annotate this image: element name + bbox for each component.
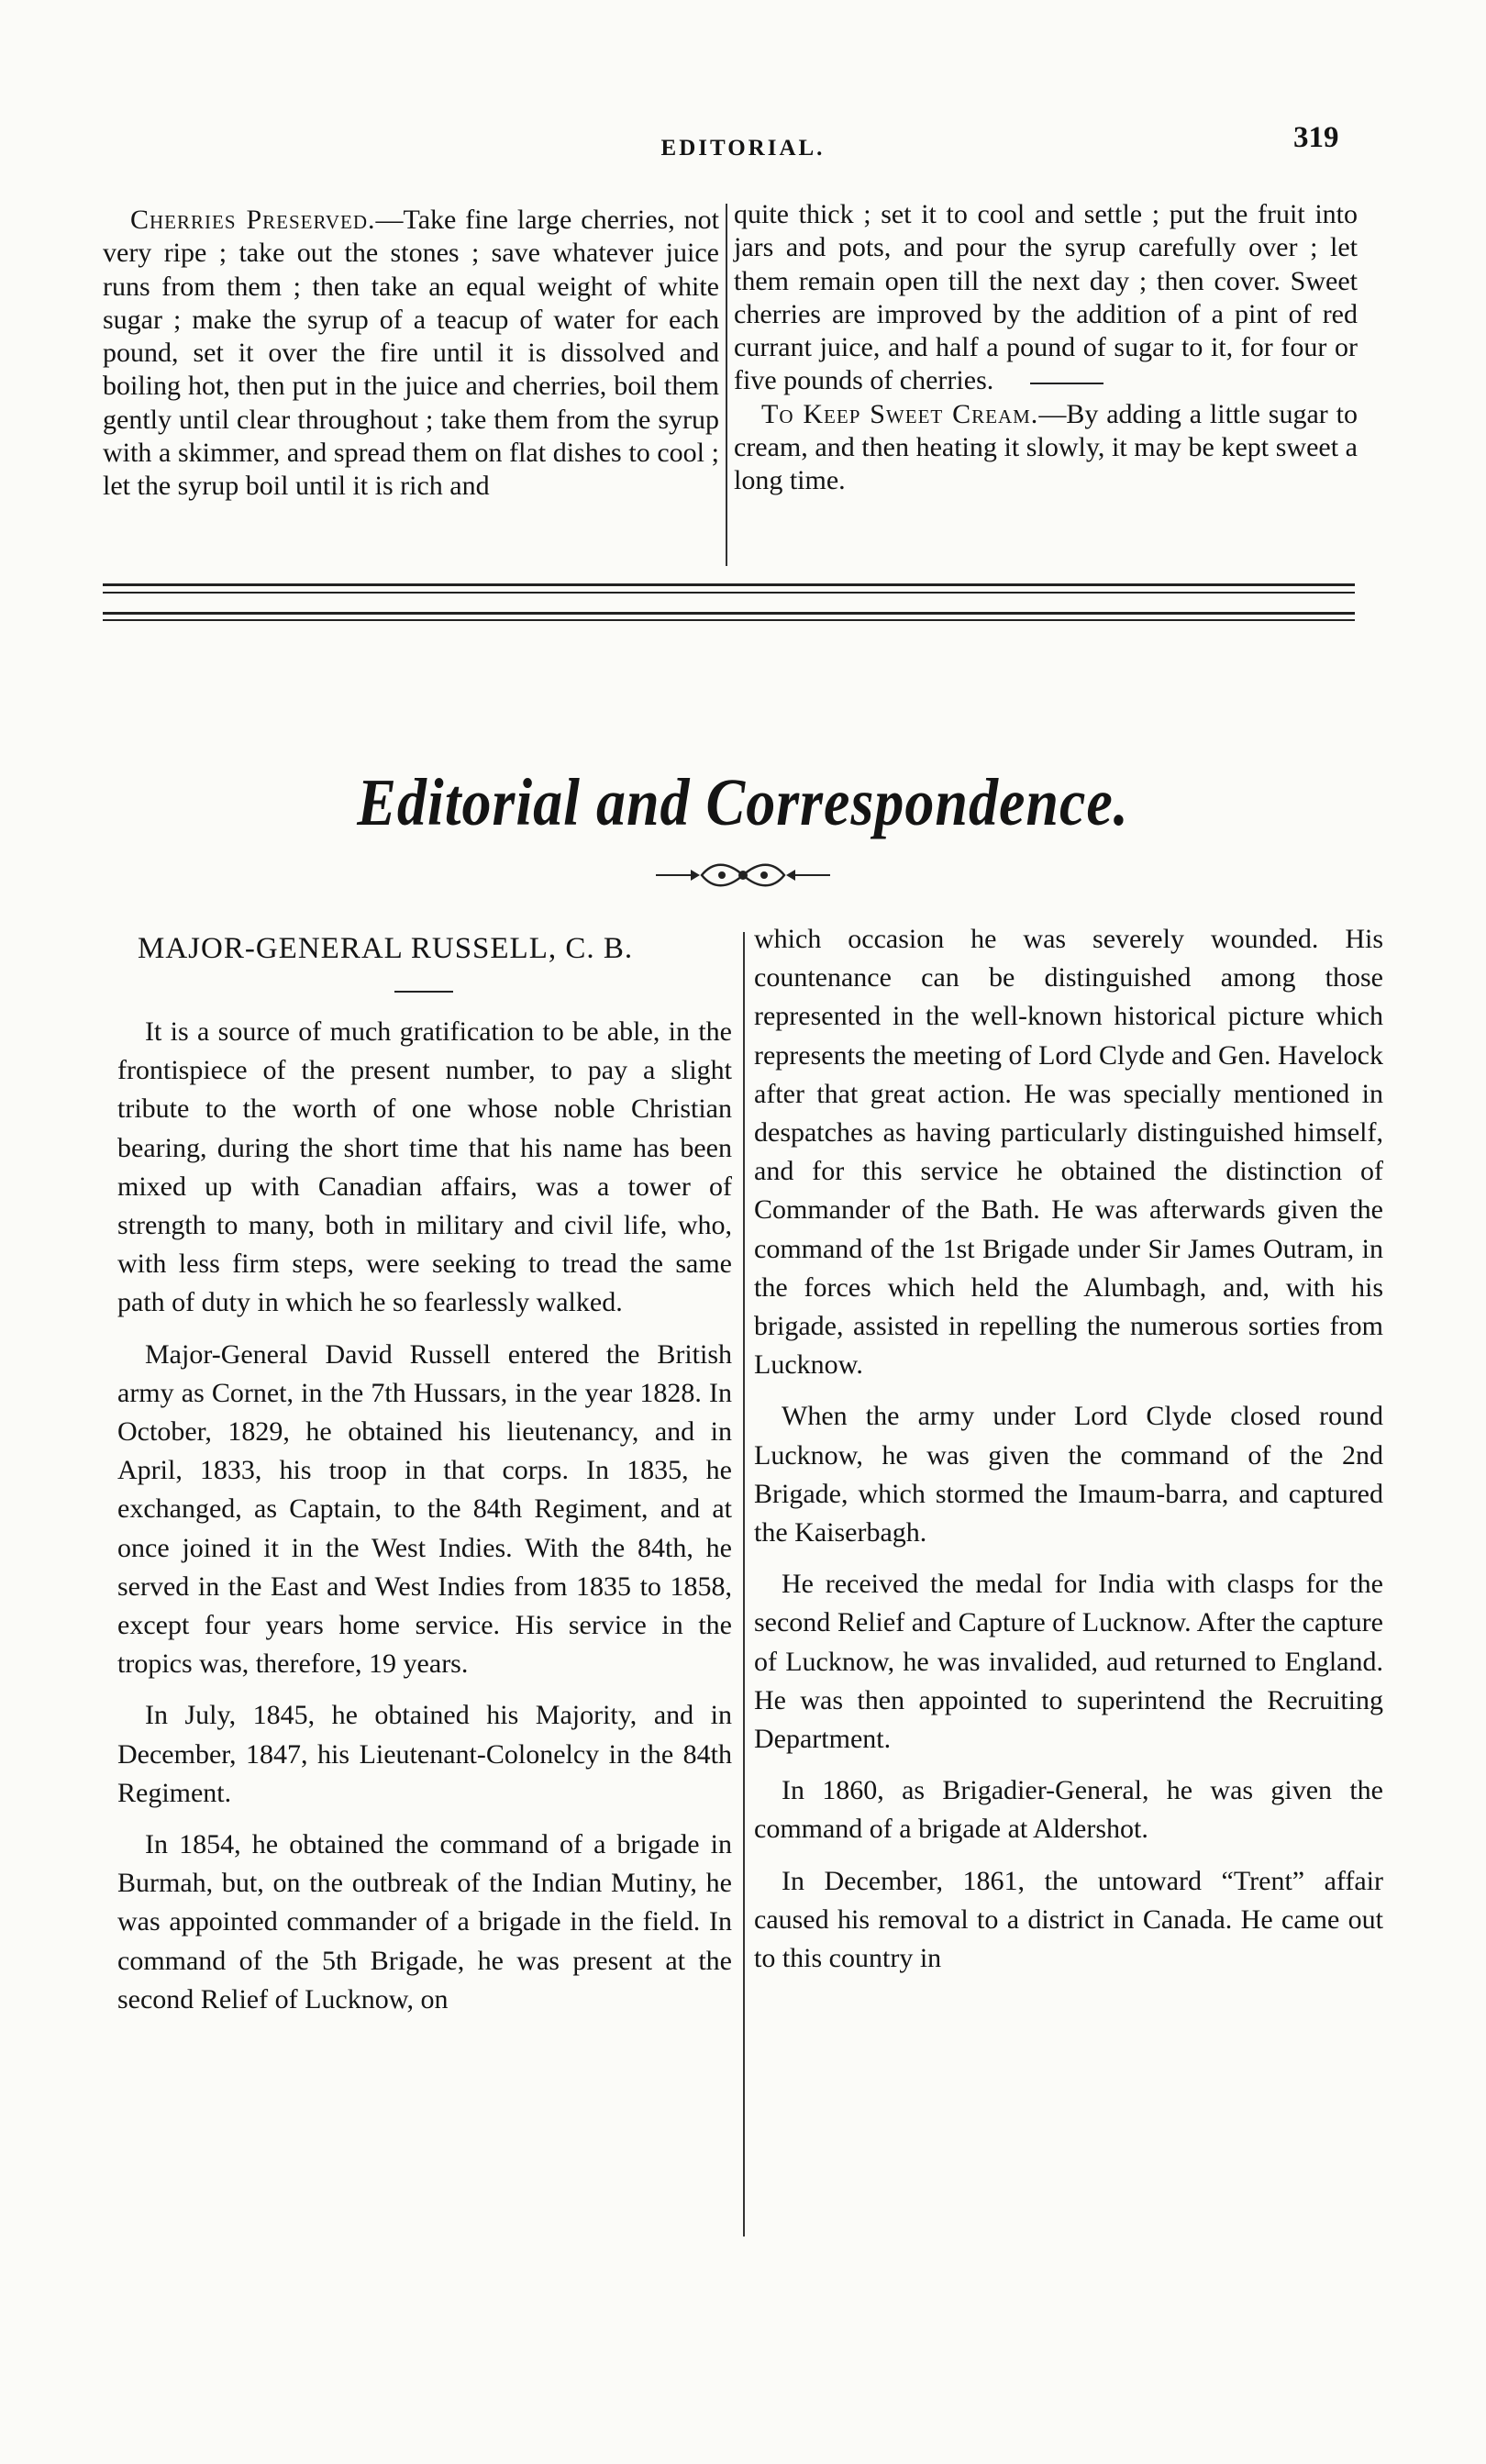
article-paragraph: When the army under Lord Clyde closed round Lucknow, he was given the command of the 2nd Brigade, which stormed the Imaum-barra, and captured the Kaiserbagh.: [754, 1401, 1383, 1548]
section-title: Editorial and Correspondence.: [357, 764, 1129, 840]
cream-body: —By adding a little sugar to cream, and then heating it slowly, it may be kept sweet a long time.: [734, 398, 1358, 496]
article-heading: MAJOR-GENERAL RUSSELL, C. B.: [138, 932, 634, 965]
section-rule: [103, 612, 1355, 615]
section-rule: [103, 592, 1355, 594]
cherries-body-right: quite thick ; set it to cool and settle ; put the fruit into jars and pots, and pour the syrup carefully over ; let them remain open till the next day ; then cover. Sweet cherries are improved by the addition of a pint of red currant juice, and half a pound of sugar to it, for four or five pounds of cherries.: [734, 199, 1358, 396]
article-paragraph: In December, 1861, the untoward “Trent” affair caused his removal to a district in Canada. He came out to this country in: [754, 1865, 1383, 1974]
cream-paragraph: [734, 398, 1358, 498]
article-paragraph: It is a source of much gratification to be able, in the frontispiece of the present number, to pay a slight tribute to the worth of one whose noble Christian bearing, during the short time that his name has been mixed up with Canadian affairs, was a tower of strength to many, both in military and civil life, who, with less firm steps, were seeking to tread the same path of duty in which he so fearlessly walked.: [117, 1016, 732, 1318]
cherries-continuation: [734, 198, 1358, 398]
cherries-body-left: —Take fine large cherries, not very ripe ; take out the stones ; save whatever juice runs from them ; then take an equal weight of white sugar ; make the syrup of a teacup of water for each pound, set it over the fire until it is dissolved and boiling hot, then put in the juice and cherries, boil them gently until clear throughout ; take them from the syrup with a skimmer, and spread them on flat dishes to cool ; let the syrup boil until it is rich and: [103, 205, 719, 502]
article-paragraph: which occasion he was severely wounded. His countenance can be distinguished among those represented in the well-known historical picture which represents the meeting of Lord Clyde and Gen. Havelock after that great action. He was specially mentioned in despatches as having particularly distinguished himself, and for this service he obtained the distinction of Commander of the Bath. He was afterwards given the command of the 1st Brigade under Sir James Outram, in the forces which held the Alumbagh, and, with his brigade, assisted in repelling the numerous sorties from Lucknow.: [754, 924, 1383, 1381]
column-divider-top: [726, 204, 727, 566]
article-paragraph: In 1854, he obtained the command of a brigade in Burmah, but, on the outbreak of the Indian Mutiny, he was appointed commander of a brigade in the field. In command of the 5th Brigade, he was present at the second Relief of Lucknow, on: [117, 1829, 732, 2014]
ornament-icon: [656, 860, 830, 891]
article-paragraph: In 1860, as Brigadier-General, he was given the command of a brigade at Aldershot.: [754, 1775, 1383, 1845]
cherries-paragraph: [103, 204, 719, 504]
cherries-title: Cherries Preserved.: [130, 205, 376, 235]
section-rule: [103, 583, 1355, 586]
cherries-column-right: [734, 198, 1358, 498]
article-paragraph: He received the medal for India with clasps for the second Relief and Capture of Lucknow. After the capture of Lucknow, he was invalided, aud returned to England. He was then appointed to superintend the Recruiting Department.: [754, 1569, 1383, 1755]
running-head: EDITORIAL.: [660, 136, 826, 161]
column-divider-bottom: [743, 932, 745, 2236]
article-column-left: [117, 1013, 732, 2019]
heading-rule: [394, 991, 453, 993]
page-number: 319: [1293, 121, 1339, 154]
article-paragraph: In July, 1845, he obtained his Majority, and in December, 1847, his Lieutenant-Colonelcy in the 84th Regiment.: [117, 1700, 732, 1808]
cherries-column-left: [103, 204, 719, 504]
article-column-right: [754, 920, 1383, 1978]
cream-title: To Keep Sweet Cream.: [761, 398, 1039, 429]
short-rule: [1030, 383, 1103, 384]
article-paragraph: Major-General David Russell entered the British army as Cornet, in the 7th Hussars, in the year 1828. In October, 1829, he obtained his lieutenancy, and in April, 1833, his troop in that corps. In 1835, he exchanged, as Captain, to the 84th Regiment, and at once joined it in the West Indies. With the 84th, he served in the East and West Indies from 1835 to 1858, except four years home service. His service in the tropics was, therefore, 19 years.: [117, 1338, 732, 1680]
section-rule: [103, 619, 1355, 621]
